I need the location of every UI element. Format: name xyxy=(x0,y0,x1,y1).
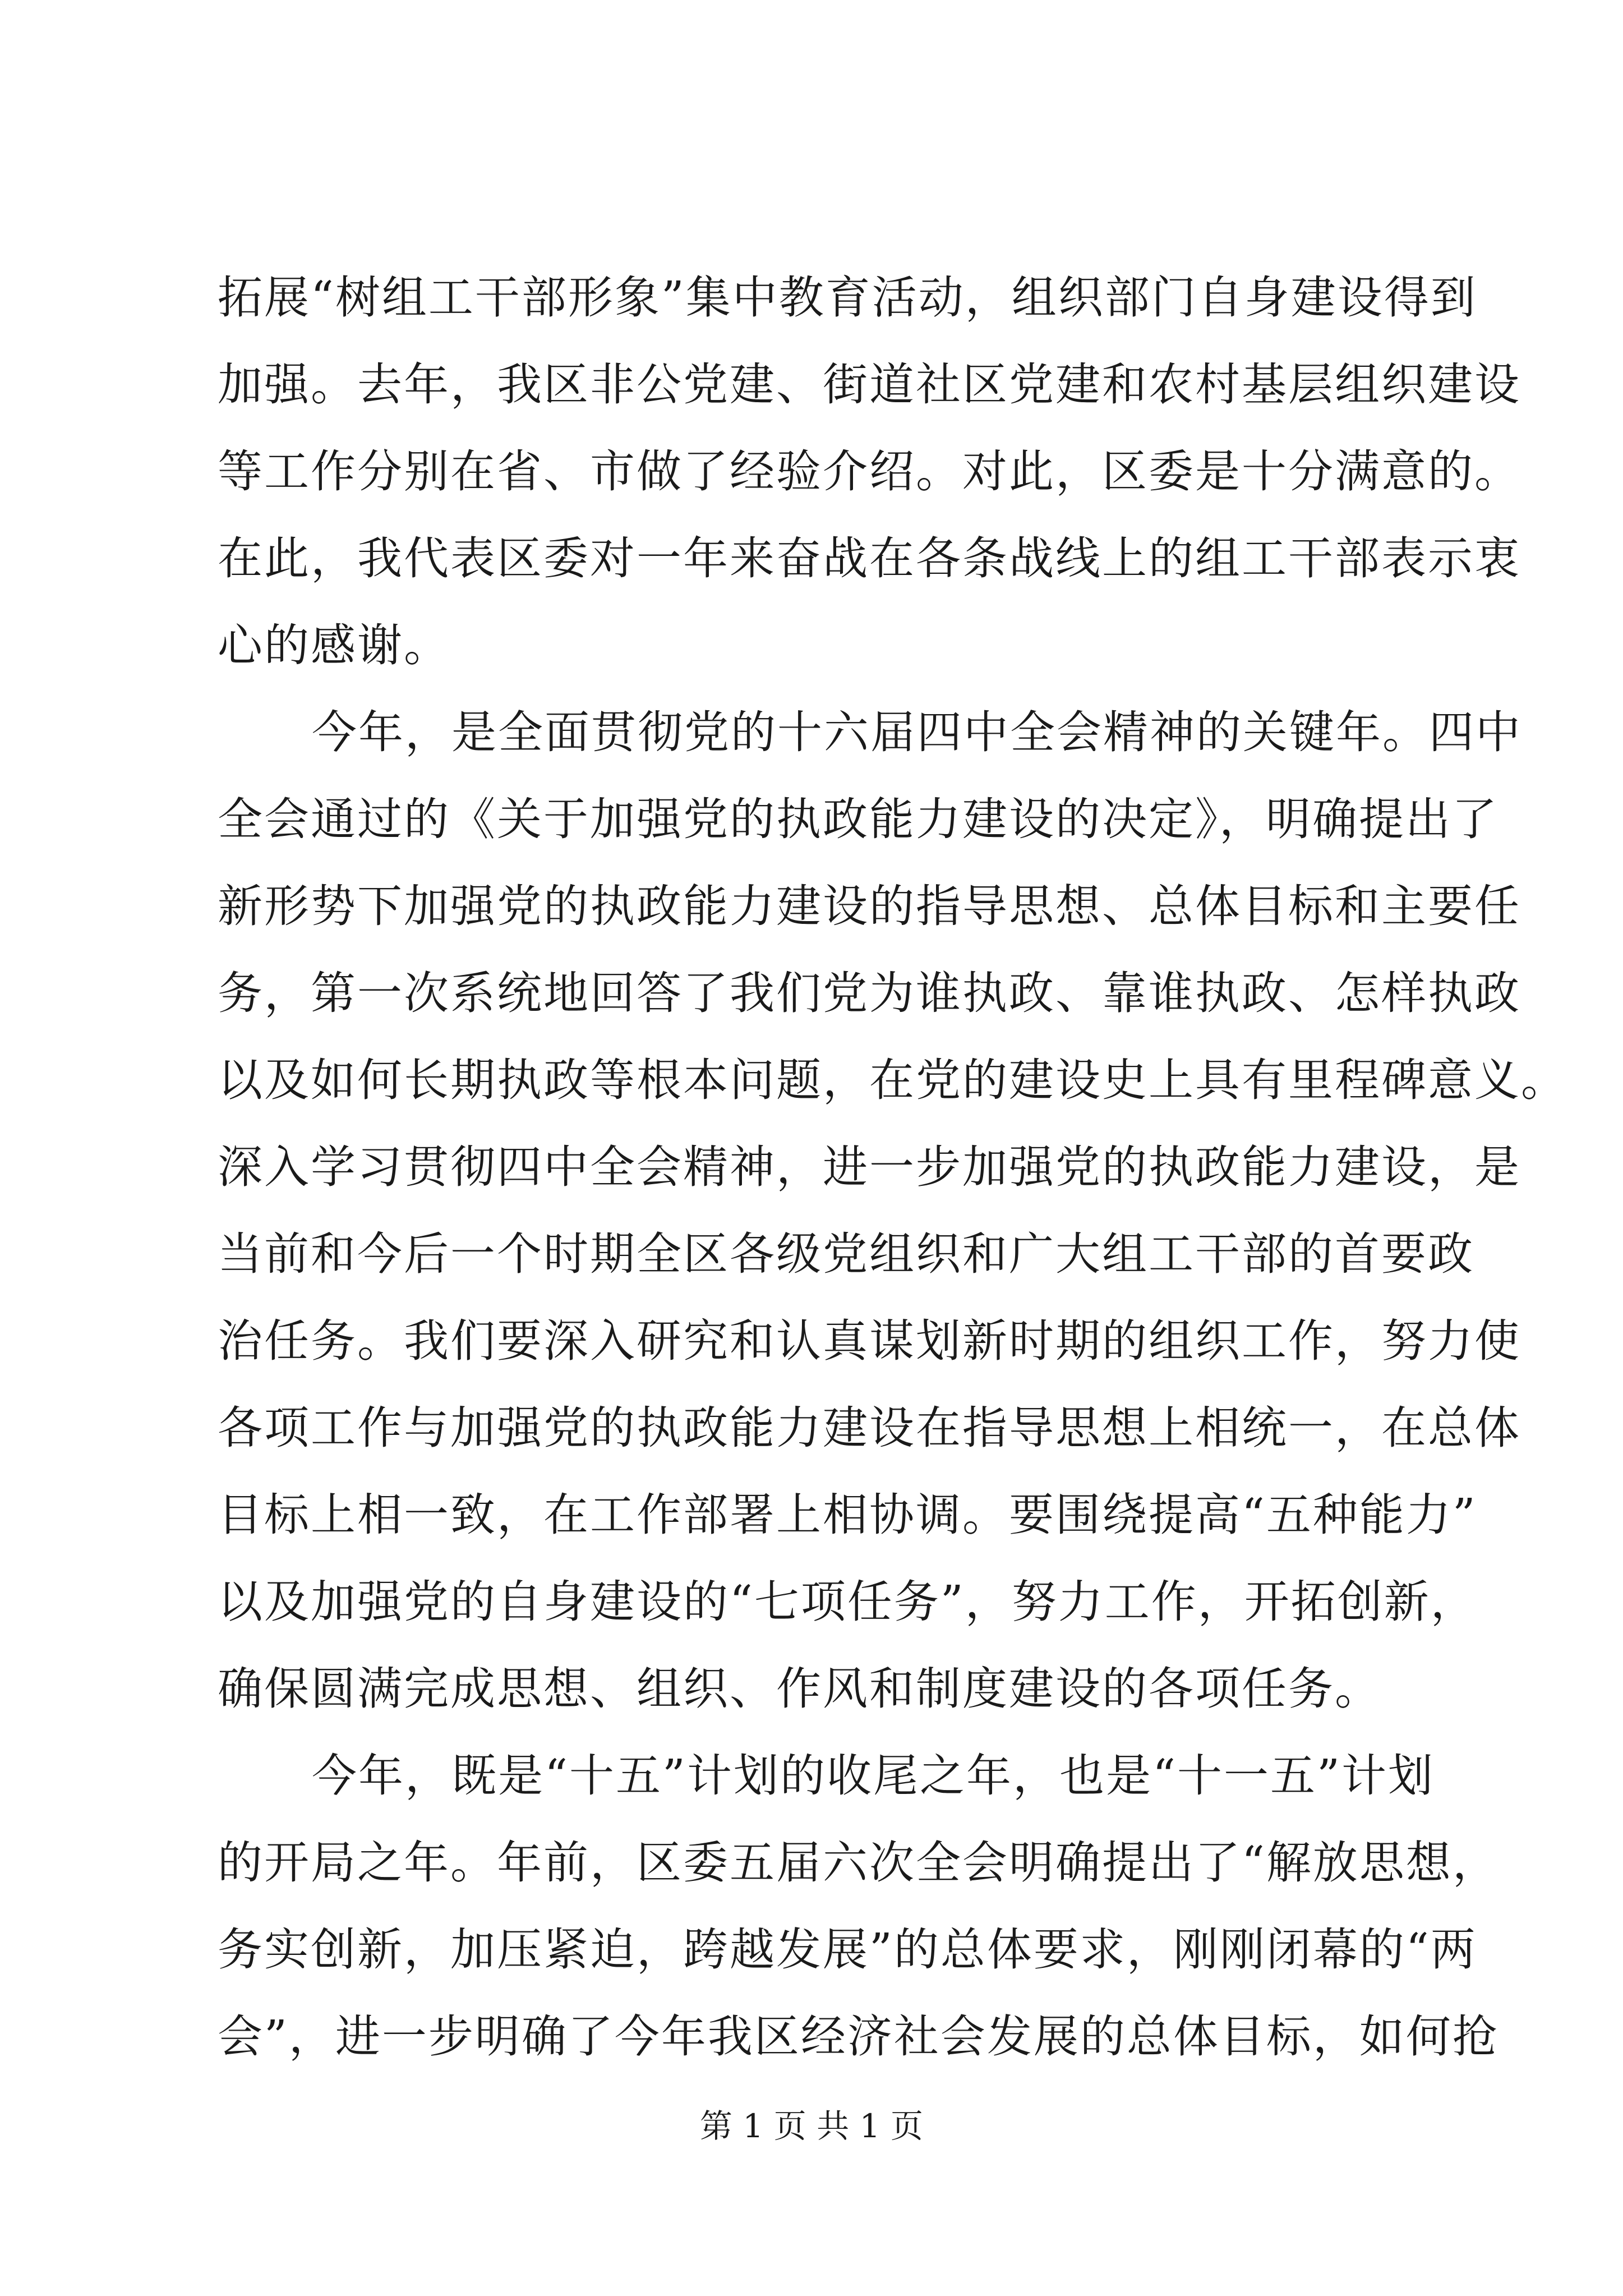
text-line: 务，第一次系统地回答了我们党为谁执政、靠谁执政、怎样执政 xyxy=(218,967,1521,1019)
text-line: 治任务。我们要深入研究和认真谋划新时期的组织工作，努力使 xyxy=(218,1315,1521,1367)
text-line: 在此，我代表区委对一年来奋战在各条战线上的组工干部表示衷 xyxy=(218,532,1521,585)
body-text xyxy=(218,254,1567,2080)
text-line: 等工作分别在省、市做了经验介绍。对此，区委是十分满意的。 xyxy=(218,445,1521,498)
text-line: 心的感谢。 xyxy=(218,619,450,671)
text-line: 以及加强党的自身建设的“七项任务”，努力工作，开拓创新， xyxy=(218,1576,1477,1628)
text-line: 深入学习贯彻四中全会精神，进一步加强党的执政能力建设，是 xyxy=(218,1141,1521,1193)
text-line: 各项工作与加强党的执政能力建设在指导思想上相统一，在总体 xyxy=(218,1402,1521,1454)
text-line: 拓展“树组工干部形象”集中教育活动，组织部门自身建设得到 xyxy=(218,272,1477,324)
text-line: 新形势下加强党的执政能力建设的指导思想、总体目标和主要任 xyxy=(218,880,1521,932)
text-line: 会”，进一步明确了今年我区经济社会发展的总体目标，如何抢 xyxy=(218,2010,1499,2063)
text-line: 全会通过的《关于加强党的执政能力建设的决定》，明确提出了 xyxy=(218,793,1498,845)
paragraph-first-line: 今年，是全面贯彻党的十六届四中全会精神的关键年。四中 xyxy=(312,706,1522,758)
text-line: 以及如何长期执政等根本问题，在党的建设史上具有里程碑意义。 xyxy=(218,1054,1567,1106)
paragraph-first-line: 今年，既是“十五”计划的收尾之年，也是“十一五”计划 xyxy=(312,1750,1435,1802)
text-line: 的开局之年。年前，区委五届六次全会明确提出了“解放思想， xyxy=(218,1837,1499,1889)
text-line: 加强。去年，我区非公党建、街道社区党建和农村基层组织建设 xyxy=(218,358,1521,411)
text-line: 当前和今后一个时期全区各级党组织和广大组工干部的首要政 xyxy=(218,1228,1474,1280)
text-line: 务实创新，加压紧迫，跨越发展”的总体要求，刚刚闭幕的“两 xyxy=(218,1924,1477,1976)
text-line: 目标上相一致，在工作部署上相协调。要围绕提高“五种能力” xyxy=(218,1489,1477,1541)
text-line: 确保圆满完成思想、组织、作风和制度建设的各项任务。 xyxy=(218,1663,1381,1715)
page-footer: 第 1 页 共 1 页 xyxy=(700,2107,923,2145)
